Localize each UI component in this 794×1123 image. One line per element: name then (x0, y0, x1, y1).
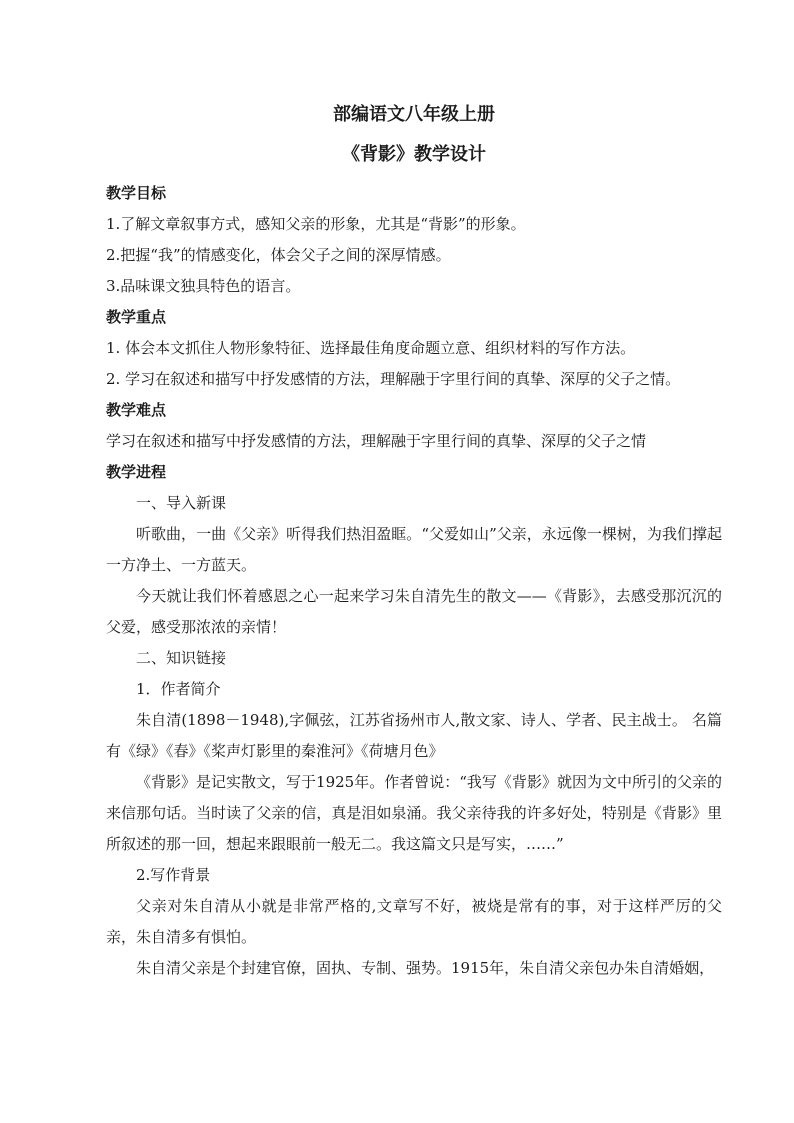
background-paragraph: 朱自清父亲是个封建官僚，固执、专制、强势。1915年，朱自清父亲包办朱自清婚姻， (136, 959, 715, 977)
background-title: 2.写作背景 (136, 866, 211, 884)
goal-item: 1.了解文章叙事方式，感知父亲的形象，尤其是“背影”的形象。 (106, 215, 526, 233)
document-title: 部编语文八年级上册 (333, 104, 495, 125)
author-intro-paragraph: 朱自清(1898－1948),字佩弦，江苏省扬州市人,散文家、诗人、学者、民主战士。 名篇有《绿》《春》《桨声灯影里的秦淮河》《荷塘月色》 (106, 711, 722, 760)
background-paragraph: 父亲对朱自清从小就是非常严格的,文章写不好，被烧是常有的事，对于这样严厉的父亲，朱自清多有惧怕。 (106, 897, 722, 946)
goal-item: 2.把握“我”的情感变化，体会父子之间的深厚情感。 (106, 246, 451, 264)
heading-process: 教学进程 (106, 463, 167, 481)
process-part1-paragraph: 听歌曲，一曲《父亲》听得我们热泪盈眶。“父爱如山”父亲，永远像一棵树，为我们撑起一方净土、一方蓝天。 (106, 525, 722, 574)
goal-item: 3.品味课文独具特色的语言。 (106, 277, 301, 295)
document-body (106, 100, 722, 984)
process-part2-title: 二、知识链接 (136, 649, 227, 667)
heading-goals: 教学目标 (106, 184, 167, 202)
heading-key-points: 教学重点 (106, 308, 167, 326)
heading-difficulties: 教学难点 (106, 401, 167, 419)
key-point-item: 2. 学习在叙述和描写中抒发感情的方法，理解融于字里行间的真挚、深厚的父子之情。 (106, 370, 681, 388)
key-point-item: 1. 体会本文抓住人物形象特征、选择最佳角度命题立意、组织材料的写作方法。 (106, 339, 636, 357)
process-part1-paragraph: 今天就让我们怀着感恩之心一起来学习朱自清先生的散文——《背影》，去感受那沉沉的父爱，感受那浓浓的亲情！ (106, 587, 722, 636)
document-subtitle: 《背影》教学设计 (342, 144, 486, 165)
author-intro-paragraph: 《背影》是记实散文，写于1925年。作者曾说：“我写《背影》就因为文中所引的父亲的来信那句话。当时读了父亲的信，真是泪如泉涌。我父亲待我的许多好处，特别是《背影》里所叙述的那一回，想起来跟眼前一般无二。我这篇文只是写实，……” (106, 773, 722, 853)
difficulty-text: 学习在叙述和描写中抒发感情的方法，理解融于字里行间的真挚、深厚的父子之情 (106, 432, 647, 450)
author-intro-title: 1．作者简介 (136, 680, 221, 698)
process-part1-title: 一、导入新课 (136, 494, 227, 512)
